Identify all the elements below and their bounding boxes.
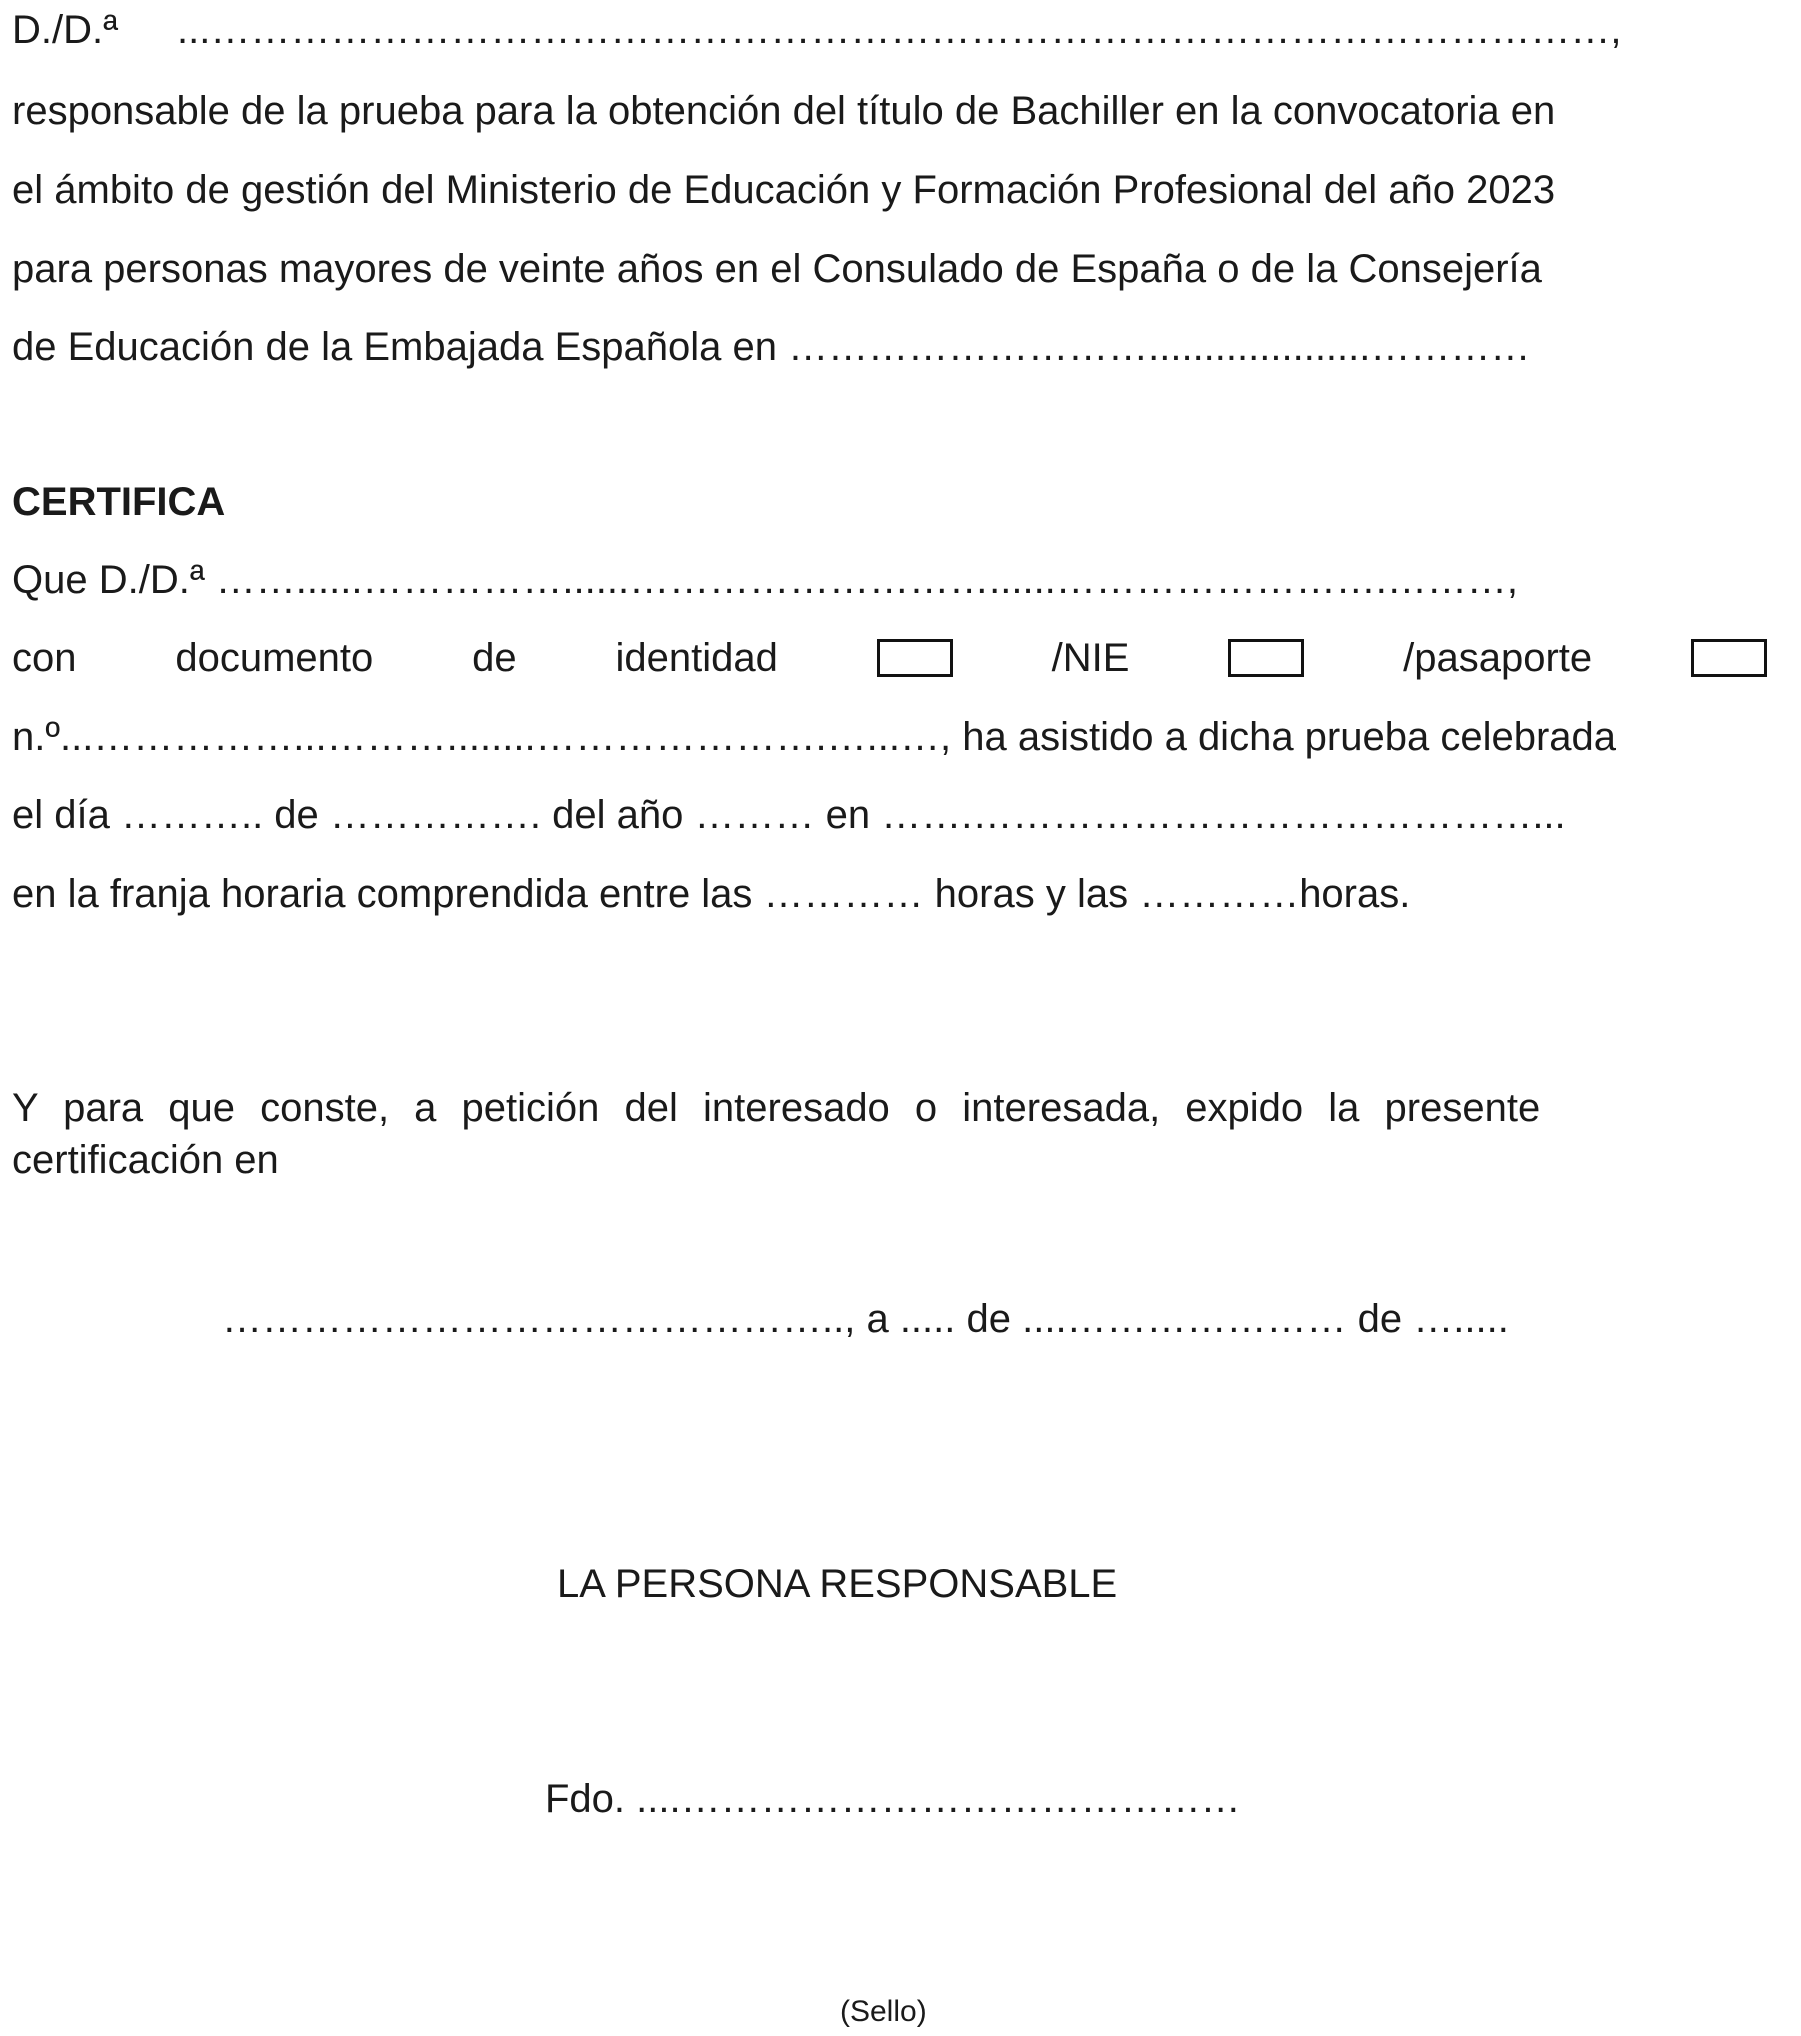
id-word-documento: documento — [175, 636, 374, 680]
nie-label: /NIE — [1051, 636, 1130, 680]
exam-date-line: el día ……….. de ……………. del año ……… en …….……………………………………... — [12, 793, 1566, 837]
id-word-de: de — [472, 636, 517, 680]
pasaporte-label: /pasaporte — [1403, 636, 1593, 680]
id-word-identidad: identidad — [615, 636, 778, 680]
closing-text: Y para que conste, a petición del interesado o interesada, expido la presente — [12, 1086, 1541, 1130]
candidate-name-line: Que D./D.ª ……......……………......………………………......…………………….………, — [12, 558, 1519, 602]
place-date-line: ……………………………………….., a ..... de ....………………… de …..... — [222, 1297, 1509, 1341]
certificate-page — [12, 0, 1767, 2030]
certifica-heading: CERTIFICA — [12, 480, 226, 524]
header-line-1 — [12, 6, 1622, 54]
header-line-2: responsable de la prueba para la obtención del título de Bachiller en la convocatoria en — [12, 89, 1556, 133]
responsible-prefix: D./D.ª — [12, 8, 118, 52]
document-number-line: n.º...……………...………........………………….…...…, ha asistido a dicha prueba celebrada — [12, 715, 1617, 759]
header-line-5: de Educación de la Embajada Española en ………………………....................………… — [12, 325, 1531, 369]
signature-fdo-line: Fdo. ....…………………………………… — [545, 1777, 1241, 1821]
nie-checkbox[interactable] — [1228, 639, 1304, 677]
identity-document-line — [12, 634, 1767, 682]
header-line-4: para personas mayores de veinte años en el Consulado de España o de la Consejería — [12, 247, 1542, 291]
dni-checkbox[interactable] — [877, 639, 953, 677]
closing-line-1 — [12, 1084, 1767, 1132]
exam-time-line: en la franja horaria comprendida entre las ………… horas y las …………horas. — [12, 872, 1411, 916]
responsible-name-blank[interactable]: ...……………………………………………………………………………………………, — [177, 8, 1622, 52]
signature-title: LA PERSONA RESPONSABLE — [557, 1562, 1118, 1606]
seal-label: (Sello) — [840, 1995, 927, 2028]
header-line-3: el ámbito de gestión del Ministerio de Educación y Formación Profesional del año 2023 — [12, 168, 1556, 212]
pasaporte-checkbox[interactable] — [1691, 639, 1767, 677]
id-word-con: con — [12, 636, 77, 680]
closing-line-2: certificación en — [12, 1138, 279, 1182]
